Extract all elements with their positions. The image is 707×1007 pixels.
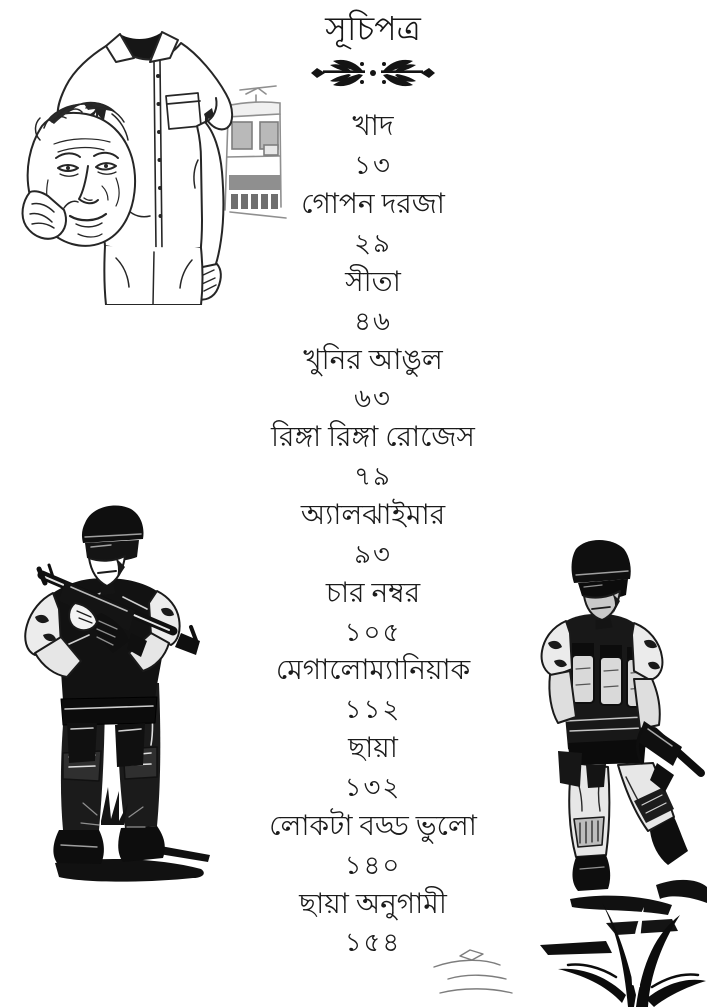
toc-entry-page: ১৪০ (344, 850, 402, 880)
toc-entry-page: ৪৬ (354, 306, 392, 336)
toc-entry-title: রিঙ্গা রিঙ্গা রোজেস (271, 422, 475, 454)
toc-entry-title: চার নম্বর (325, 577, 421, 609)
toc-entry-page: ৯৩ (354, 539, 392, 569)
toc-entry-title: ছায়া (348, 733, 398, 765)
ornament-row (103, 56, 643, 90)
toc-entry-page: ৬৩ (354, 384, 392, 414)
toc-entry-title: লোকটা বড্ড ভুলো (269, 810, 477, 842)
toc-entry-page: ১৩২ (344, 773, 402, 803)
toc-list (103, 108, 643, 963)
toc-entry-page: ৭৯ (354, 462, 392, 492)
toc-entry-title: সীতা (345, 266, 401, 298)
toc-entry-page: ১১২ (344, 695, 402, 725)
toc-entry-page: ১০৫ (344, 617, 402, 647)
floral-divider-icon (311, 57, 435, 89)
toc-entry-title: ছায়া অনুগামী (299, 888, 447, 920)
toc-entry-title: মেগালোম্যানিয়াক (275, 655, 471, 687)
toc-entry-title: অ্যালঝাইমার (300, 500, 446, 532)
toc-entry-page: ১৩ (354, 151, 392, 181)
toc-entry-page: ১৫৪ (344, 928, 402, 958)
toc-entry-title: খুনির আঙুল (303, 344, 443, 376)
toc-entry-page: ২৯ (354, 229, 392, 258)
page-title: সূচিপত্র (325, 12, 421, 48)
toc-entry-title: খাদ (352, 111, 394, 143)
toc-entry-title: গোপন দরজা (301, 189, 445, 221)
